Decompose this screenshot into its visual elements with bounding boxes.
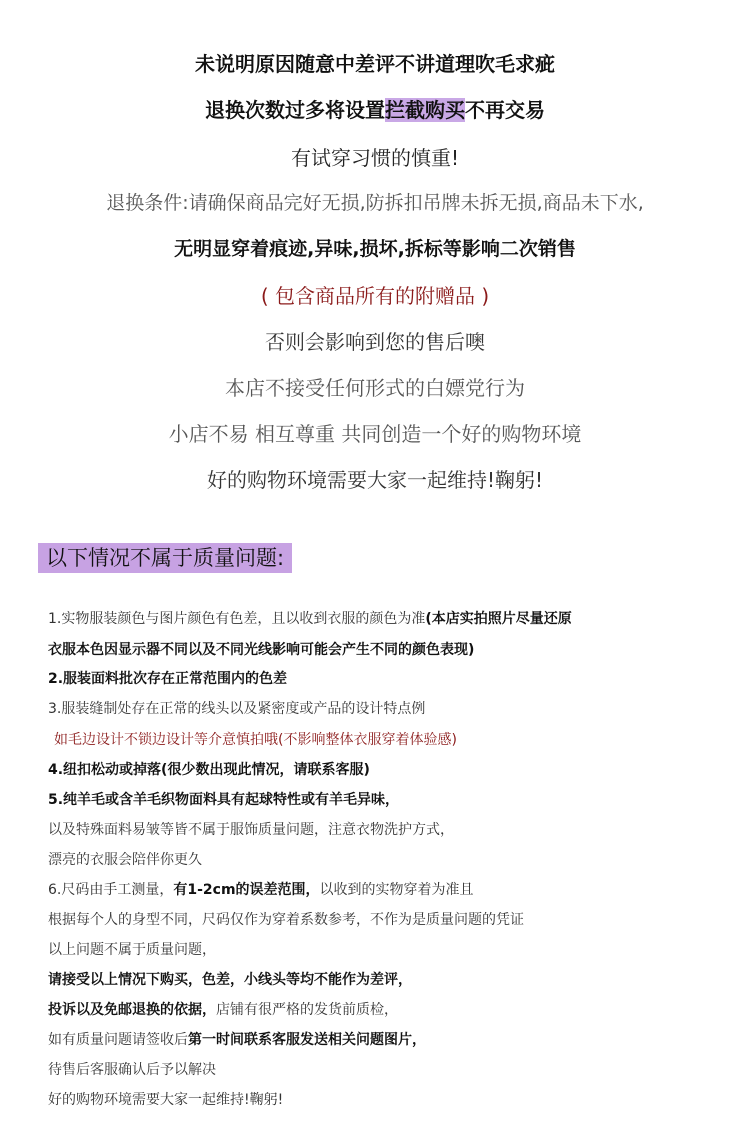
- list-item-2: 2.服装面料批次存在正常范围内的色差: [48, 671, 288, 687]
- list-item-6-cont-6: 待售后客服确认后予以解决: [48, 1062, 216, 1078]
- list-item-6-cont-5-text: 如有质量问题请签收后: [48, 1032, 188, 1048]
- list-item-5-cont-2: 漂亮的衣服会陪伴你更久: [48, 852, 202, 868]
- list-item-6-end: 以收到的实物穿着为准且: [319, 882, 474, 898]
- notice-line-7: 否则会影响到您的售后噢: [265, 330, 485, 354]
- list-item-6-cont-4-text: 店铺有很严格的发货前质检，: [216, 1002, 398, 1018]
- notice-line-5: 无明显穿着痕迹,异味,损坏,拆标等影响二次销售: [174, 238, 576, 260]
- notice-line-3: 有试穿习惯的慎重!: [290, 146, 460, 170]
- notice-line-2: [0, 94, 750, 123]
- list-item-6-text: 6.尺码由手工测量，: [48, 882, 174, 898]
- list-item-6-cont-4: [48, 999, 398, 1019]
- closing-line: 好的购物环境需要大家一起维持!鞠躬!: [48, 1092, 284, 1108]
- list-item-6-cont-1: 根据每个人的身型不同，尺码仅作为穿着系数参考，不作为是质量问题的凭证: [48, 912, 524, 928]
- list-item-3: 3.服装缝制处存在正常的线头以及紧密度或产品的设计特点例: [48, 701, 426, 717]
- list-item-4: 4.纽扣松动或掉落(很少数出现此情况，请联系客服): [48, 762, 370, 778]
- list-item-6-cont-3: 请接受以上情况下购买，色差，小线头等均不能作为差评，: [48, 972, 412, 988]
- notice-line-10: 好的购物环境需要大家一起维持!鞠躬!: [206, 468, 544, 492]
- list-item-1-cont: 衣服本色因显示器不同以及不同光线影响可能会产生不同的颜色表现): [48, 642, 475, 658]
- list-item-3-note: 如毛边设计不锁边设计等介意慎拍哦(不影响整体衣服穿着体验感): [54, 732, 457, 748]
- notice-line-1: 未说明原因随意中差评不讲道理吹毛求疵: [195, 52, 555, 76]
- section-title: 以下情况不属于质量问题:: [38, 543, 292, 573]
- notice-line-2-end: 不再交易: [465, 98, 545, 122]
- list-item-1: [48, 608, 572, 628]
- notice-line-2-start: 退换次数过多将设置: [205, 98, 385, 122]
- list-item-5-cont-1: 以及特殊面料易皱等皆不属于服饰质量问题，注意衣物洗护方式，: [48, 822, 454, 838]
- notice-line-8: 本店不接受任何形式的白嫖党行为: [225, 376, 525, 400]
- list-item-6: [48, 879, 474, 899]
- list-item-6-cont-5: [48, 1029, 426, 1049]
- list-item-6-cont-4-bold: 投诉以及免邮退换的依据，: [48, 1002, 216, 1018]
- list-item-6-bold: 有1-2cm的误差范围，: [173, 882, 320, 898]
- notice-line-6: ( 包含商品所有的附赠品 ): [260, 284, 490, 308]
- list-item-6-cont-2: 以上问题不属于质量问题，: [48, 942, 216, 958]
- notice-line-4: 退换条件:请确保商品完好无损,防拆扣吊牌未拆无损,商品未下水,: [106, 192, 644, 214]
- notice-line-9: 小店不易 相互尊重 共同创造一个好的购物环境: [168, 422, 582, 446]
- list-item-6-cont-5-bold: 第一时间联系客服发送相关问题图片，: [188, 1032, 426, 1048]
- list-item-5: 5.纯羊毛或含羊毛织物面料具有起球特性或有羊毛异味，: [48, 792, 400, 808]
- list-item-1-bold: (本店实拍照片尽量还原: [425, 611, 572, 627]
- notice-highlight: 拦截购买: [385, 98, 465, 122]
- list-item-1-text: 1.实物服装颜色与图片颜色有色差，且以收到衣服的颜色为准: [48, 611, 426, 627]
